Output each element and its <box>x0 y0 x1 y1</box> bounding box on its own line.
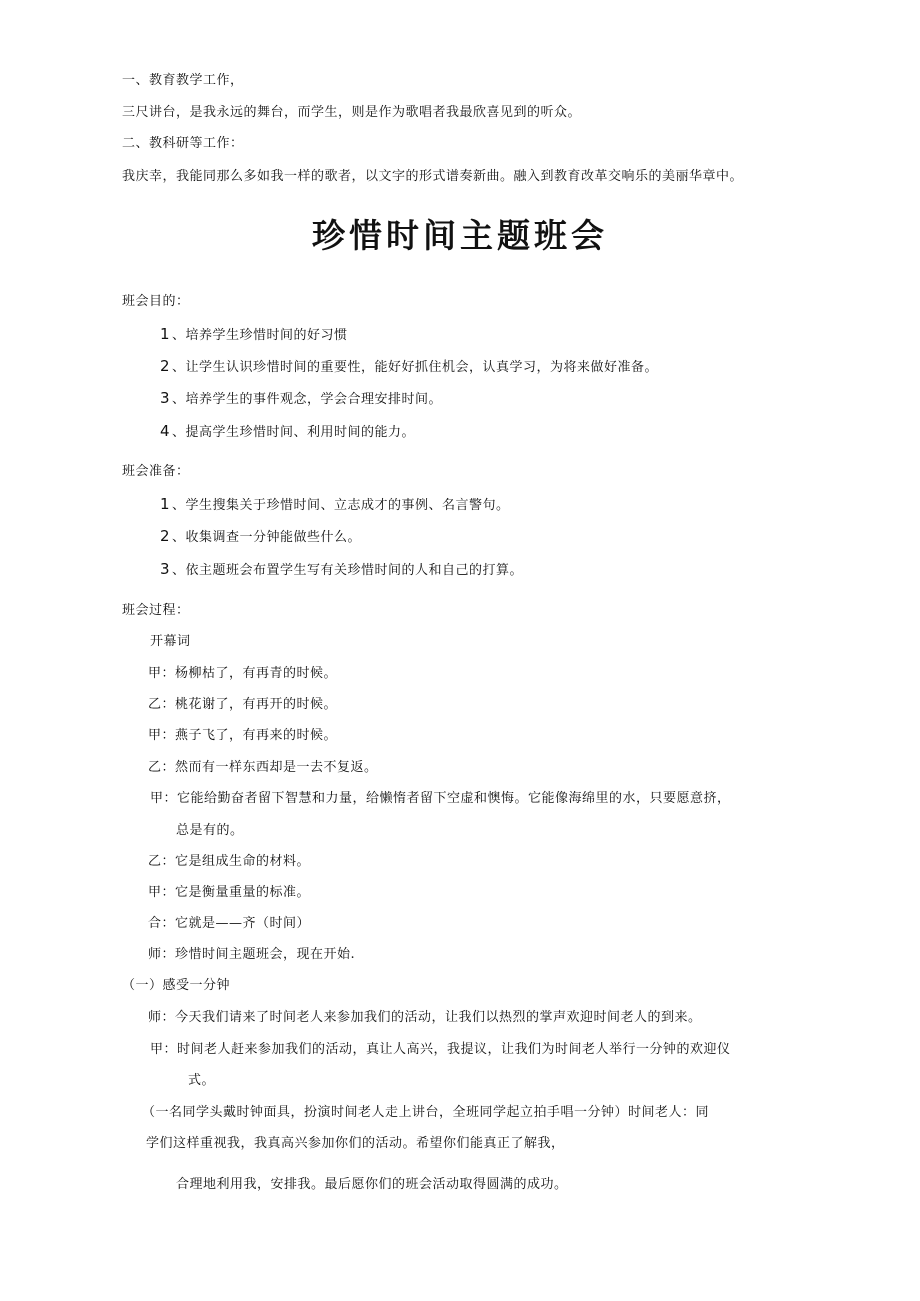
prep-heading: 班会准备： <box>122 464 190 479</box>
goal-number: 3 <box>160 389 171 407</box>
section-1-line: 式。 <box>188 1073 216 1088</box>
dialogue-line: 合：它就是——齐（时间） <box>148 916 311 931</box>
goal-text: 、培养学生珍惜时间的好习惯 <box>172 328 348 343</box>
goal-item <box>160 325 348 345</box>
intro-line-2: 三尺讲台，是我永远的舞台，而学生，则是作为歌唱者我最欣喜见到的听众。 <box>122 105 582 120</box>
dialogue-line: 师：珍惜时间主题班会，现在开始. <box>148 947 356 962</box>
goal-number: 4 <box>160 422 171 440</box>
dialogue-line: 总是有的。 <box>176 823 244 838</box>
section-1-line: 学们这样重视我，我真高兴参加你们的活动。希望你们能真正了解我， <box>146 1136 565 1151</box>
section-1-line: 师：今天我们请来了时间老人来参加我们的活动，让我们以热烈的掌声欢迎时间老人的到来。 <box>148 1010 702 1025</box>
intro-line-1: 一、教育教学工作， <box>122 73 244 88</box>
prep-item <box>160 560 523 580</box>
intro-line-4: 我庆幸，我能同那么多如我一样的歌者，以文字的形式谱奏新曲。融入到教育改革交响乐的美丽华章中。 <box>122 169 744 184</box>
dialogue-line: 乙：桃花谢了，有再开的时候。 <box>148 697 338 712</box>
prep-item <box>160 527 361 547</box>
dialogue-line: 乙：然而有一样东西却是一去不复返。 <box>148 760 378 775</box>
section-1-line: 合理地利用我，安排我。最后愿你们的班会活动取得圆满的成功。 <box>176 1177 568 1192</box>
prep-number: 2 <box>160 527 171 545</box>
page-title: 珍惜时间主题班会 <box>312 216 608 255</box>
dialogue-line: 甲：燕子飞了，有再来的时候。 <box>148 728 338 743</box>
prep-number: 1 <box>160 495 171 513</box>
goal-text: 、让学生认识珍惜时间的重要性，能好好抓住机会，认真学习，为将来做好准备。 <box>172 360 659 375</box>
intro-line-3: 二、教科研等工作： <box>122 136 244 151</box>
prep-number: 3 <box>160 560 171 578</box>
process-heading: 班会过程： <box>122 603 190 618</box>
goal-item <box>160 422 415 442</box>
prep-item <box>160 495 510 515</box>
prep-text: 、收集调查一分钟能做些什么。 <box>172 530 362 545</box>
dialogue-line: 甲：它是衡量重量的标准。 <box>148 885 311 900</box>
prep-text: 、依主题班会布置学生写有关珍惜时间的人和自己的打算。 <box>172 563 524 578</box>
section-1-heading: （一）感受一分钟 <box>122 978 231 993</box>
goals-heading: 班会目的： <box>122 294 190 309</box>
goal-item <box>160 389 442 409</box>
goal-number: 2 <box>160 357 171 375</box>
goal-text: 、培养学生的事件观念，学会合理安排时间。 <box>172 392 443 407</box>
goal-item <box>160 357 658 377</box>
dialogue-line: 甲：它能给勤奋者留下智慧和力量，给懒惰者留下空虚和懊悔。它能像海绵里的水，只要愿意挤， <box>150 791 731 806</box>
goal-number: 1 <box>160 325 171 343</box>
dialogue-line: 乙：它是组成生命的材料。 <box>148 854 311 869</box>
goal-text: 、提高学生珍惜时间、利用时间的能力。 <box>172 425 416 440</box>
opening-label: 开幕词 <box>150 634 191 649</box>
section-1-line: （一名同学头戴时钟面具，扮演时间老人走上讲台，全班同学起立拍手唱一分钟）时间老人：同 <box>142 1105 710 1120</box>
section-1-line: 甲：时间老人赶来参加我们的活动，真让人高兴，我提议，让我们为时间老人举行一分钟的欢迎仪 <box>150 1042 731 1057</box>
dialogue-line: 甲：杨柳枯了，有再青的时候。 <box>148 666 338 681</box>
prep-text: 、学生搜集关于珍惜时间、立志成才的事例、名言警句。 <box>172 498 510 513</box>
